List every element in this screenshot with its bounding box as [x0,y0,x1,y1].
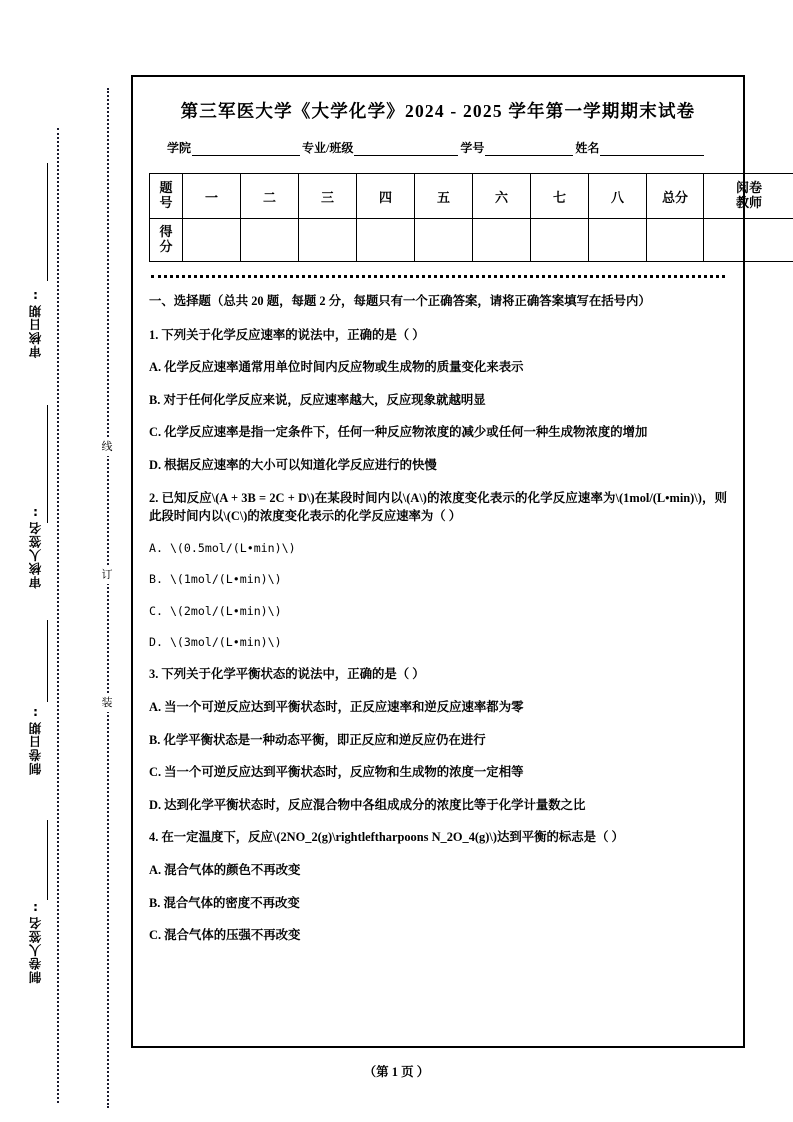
score-cell-8[interactable] [589,219,647,262]
question-1-option-d[interactable]: D. 根据反应速率的大小可以知道化学反应进行的快慢 [149,458,437,473]
question-3-option-b[interactable]: B. 化学平衡状态是一种动态平衡，即正反应和逆反应仍在进行 [149,732,486,747]
margin-note-print-date: 制卷日期: [28,705,43,775]
page-title: 第三军医大学《大学化学》2024 - 2025 学年第一学期期末试卷 [180,101,696,121]
binding-dotted-line-outer [57,128,59,1103]
field-label-major-class: 专业/班级 [302,141,354,155]
student-info-fields [167,139,719,156]
table-header-grader-line2: 教师 [735,195,762,210]
question-4-option-c[interactable]: C. 混合气体的压强不再改变 [149,928,301,943]
field-input-college[interactable] [192,142,300,156]
field-label-college: 学院 [167,141,192,155]
margin-note-reviewer-signature: 审核人签名: [28,505,43,589]
question-2-option-d[interactable]: D. \(3mol/(L•min)\) [149,635,282,650]
question-4-stem: 4. 在一定温度下，反应\(2NO_2(g)\rightleftharpoons N_2O_4(g)\)达到平衡的标志是（ ） [149,830,624,845]
table-header-section-1: 一 [183,174,241,219]
question-2-option-b[interactable]: B. \(1mol/(L•min)\) [149,572,282,587]
table-row-scores [150,219,793,262]
field-label-name: 姓名 [575,141,600,155]
question-1-stem: 1. 下列关于化学反应速率的说法中，正确的是（ ） [149,327,425,342]
exam-body [149,292,727,945]
question-3-option-d[interactable]: D. 达到化学平衡状态时，反应混合物中各组成成分的浓度比等于化学计量数之比 [149,797,586,812]
margin-rule-2 [47,405,48,523]
table-header-section-5: 五 [415,174,473,219]
section-heading-multiple-choice: 一、选择题（总共 20 题，每题 2 分，每题只有一个正确答案，请将正确答案填写在括号内） [149,294,651,308]
table-header-section-8: 八 [589,174,647,219]
field-label-student-id: 学号 [460,141,485,155]
margin-note-review-date: 审核日期: [28,288,43,358]
table-header-grader-line1: 阅卷 [735,180,762,196]
table-header-total: 总分 [647,174,704,219]
field-input-student-id[interactable] [485,142,573,156]
question-4-option-b[interactable]: B. 混合气体的密度不再改变 [149,895,300,910]
score-cell-grader[interactable] [704,219,793,262]
question-1-option-a[interactable]: A. 化学反应速率通常用单位时间内反应物或生成物的质量变化来表示 [149,360,524,375]
score-cell-3[interactable] [299,219,357,262]
row-header-score-char2: 分 [159,239,173,254]
question-2-option-a[interactable]: A. \(0.5mol/(L•min)\) [149,540,296,555]
table-header-section-6: 六 [473,174,531,219]
question-2-stem: 2. 已知反应\(A + 3B = 2C + D\)在某段时间内以\(A\)的浓度变化表示的化学反应速率为\(1mol/(L•min)\)，则此段时间内以\(C\)的浓度变化表示的化学反应速率为（ ） [149,490,727,524]
margin-note-printer-signature: 制卷人签名: [28,900,43,984]
row-header-score [150,219,183,262]
score-cell-6[interactable] [473,219,531,262]
margin-rule-3 [47,620,48,702]
table-header-section-2: 二 [241,174,299,219]
question-1-option-b[interactable]: B. 对于任何化学反应来说，反应速率越大，反应现象就越明显 [149,392,486,407]
score-cell-2[interactable] [241,219,299,262]
binding-char-staple: 订 [100,566,114,584]
table-row-question-numbers [150,174,793,219]
table-header-section-4: 四 [357,174,415,219]
row-header-question-number [150,174,183,219]
section-divider [151,275,725,278]
question-3-option-a[interactable]: A. 当一个可逆反应达到平衡状态时，正反应速率和逆反应速率都为零 [149,700,524,715]
question-1-option-c[interactable]: C. 化学反应速率是指一定条件下，任何一种反应物浓度的减少或任何一种生成物浓度的增加 [149,425,648,440]
table-header-grader [704,174,793,219]
question-3-stem: 3. 下列关于化学平衡状态的说法中，正确的是（ ） [149,667,425,682]
question-2-option-c[interactable]: C. \(2mol/(L•min)\) [149,603,282,618]
field-input-name[interactable] [600,142,704,156]
score-cell-5[interactable] [415,219,473,262]
score-cell-1[interactable] [183,219,241,262]
score-cell-7[interactable] [531,219,589,262]
score-cell-total[interactable] [647,219,704,262]
table-header-section-3: 三 [299,174,357,219]
row-header-question-number-char2: 号 [159,195,173,210]
margin-rule-1 [47,163,48,281]
page-footer: （第 1 页 ） [363,1065,430,1079]
score-cell-4[interactable] [357,219,415,262]
row-header-score-char1: 得 [159,224,173,240]
score-table [149,173,793,262]
binding-dotted-line-inner [107,88,109,1108]
field-input-major-class[interactable] [354,142,458,156]
table-header-section-7: 七 [531,174,589,219]
question-3-option-c[interactable]: C. 当一个可逆反应达到平衡状态时，反应物和生成物的浓度一定相等 [149,765,524,780]
margin-rule-4 [47,820,48,900]
row-header-question-number-char1: 题 [159,180,173,196]
question-4-option-a[interactable]: A. 混合气体的颜色不再改变 [149,863,301,878]
binding-char-line: 线 [100,438,114,456]
exam-paper-box [131,75,762,1048]
binding-char-bind: 装 [100,694,114,712]
